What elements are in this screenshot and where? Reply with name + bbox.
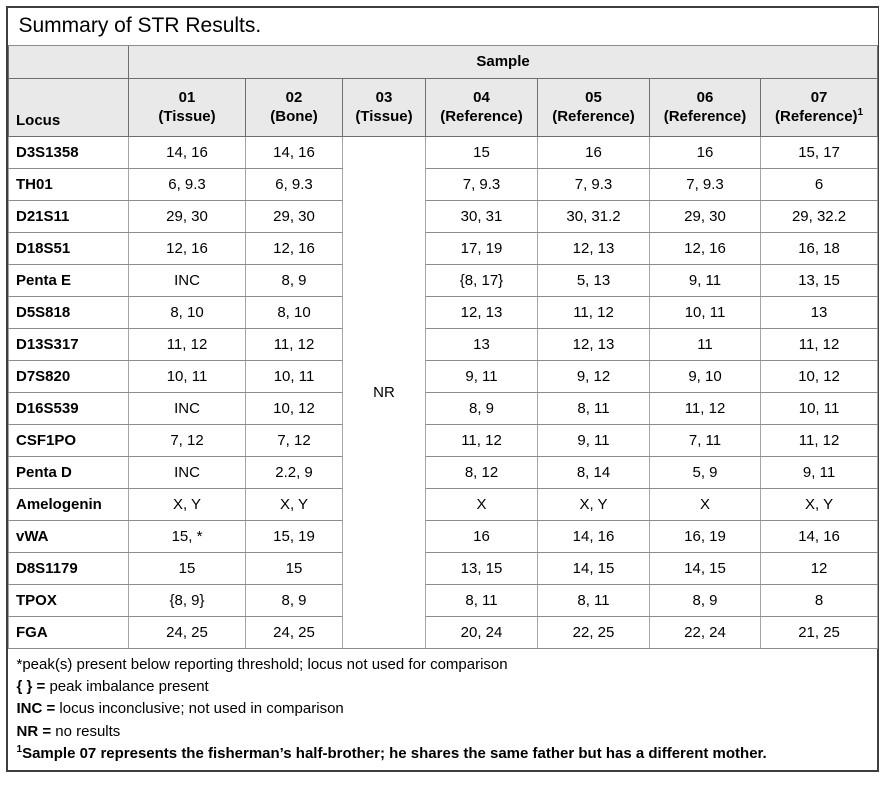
value-cell: 16 [426, 520, 538, 552]
value-cell: 7, 9.3 [538, 168, 650, 200]
locus-column-header: Locus [9, 78, 129, 136]
locus-cell: CSF1PO [9, 424, 129, 456]
locus-cell: D13S317 [9, 328, 129, 360]
value-cell: 5, 13 [538, 264, 650, 296]
value-cell: 5, 9 [650, 456, 761, 488]
locus-cell: D3S1358 [9, 136, 129, 168]
value-cell: 29, 30 [650, 200, 761, 232]
value-cell: 10, 11 [246, 360, 343, 392]
value-cell: 6 [761, 168, 878, 200]
table-row [9, 584, 878, 616]
value-cell: 8 [761, 584, 878, 616]
value-cell: 14, 16 [761, 520, 878, 552]
footnote-braces: { } = peak imbalance present [16, 677, 209, 695]
value-cell: 14, 15 [538, 552, 650, 584]
column-header-row [9, 78, 878, 136]
value-cell: 15, 17 [761, 136, 878, 168]
value-cell: 10, 12 [761, 360, 878, 392]
locus-cell: D21S11 [9, 200, 129, 232]
sample-type: (Reference) [552, 108, 635, 125]
value-cell: 10, 11 [129, 360, 246, 392]
value-cell: 24, 25 [246, 616, 343, 648]
footnotes-cell [9, 648, 878, 770]
sample-type: (Reference)$^1$ [775, 107, 864, 125]
value-cell: 11, 12 [129, 328, 246, 360]
table-title: Summary of STR Results. [9, 8, 878, 45]
value-cell: 8, 14 [538, 456, 650, 488]
table-body [9, 136, 878, 648]
locus-cell: Penta D [9, 456, 129, 488]
value-cell: 11, 12 [426, 424, 538, 456]
value-cell: 12, 13 [426, 296, 538, 328]
column-header-06 [650, 78, 761, 136]
value-cell: 24, 25 [129, 616, 246, 648]
table-row [9, 552, 878, 584]
value-cell: X [650, 488, 761, 520]
value-cell: 11, 12 [761, 424, 878, 456]
value-cell: 14, 16 [129, 136, 246, 168]
sample-group-header: Sample [129, 45, 878, 78]
value-cell: 15 [246, 552, 343, 584]
value-cell: X, Y [246, 488, 343, 520]
value-cell: 11, 12 [538, 296, 650, 328]
locus-cell: D7S820 [9, 360, 129, 392]
locus-blank-cell [9, 45, 129, 78]
value-cell: 30, 31.2 [538, 200, 650, 232]
value-cell: 2.2, 9 [246, 456, 343, 488]
sample-number: 06 [696, 88, 714, 106]
value-cell: 6, 9.3 [246, 168, 343, 200]
locus-cell: D18S51 [9, 232, 129, 264]
value-cell: 15 [426, 136, 538, 168]
column-header-01 [129, 78, 246, 136]
sample-number: 03 [375, 88, 393, 106]
value-cell: 11, 12 [650, 392, 761, 424]
value-cell: {8, 17} [426, 264, 538, 296]
value-cell: 9, 11 [761, 456, 878, 488]
table-row [9, 616, 878, 648]
sample-type: (Tissue) [355, 108, 413, 125]
value-cell: 8, 11 [426, 584, 538, 616]
value-cell: 8, 11 [538, 584, 650, 616]
value-cell: 29, 30 [246, 200, 343, 232]
sample-type: (Tissue) [158, 108, 216, 125]
value-cell: 22, 25 [538, 616, 650, 648]
locus-cell: TPOX [9, 584, 129, 616]
table-row [9, 392, 878, 424]
value-cell: 9, 11 [538, 424, 650, 456]
footnote-marker: 1 [857, 107, 864, 118]
value-cell: 6, 9.3 [129, 168, 246, 200]
table-row [9, 328, 878, 360]
table-row [9, 456, 878, 488]
value-cell: 10, 11 [650, 296, 761, 328]
value-cell: 8, 10 [129, 296, 246, 328]
sample-number: 01 [178, 88, 196, 106]
value-cell: X, Y [129, 488, 246, 520]
value-cell: 17, 19 [426, 232, 538, 264]
column-header-02 [246, 78, 343, 136]
table-row [9, 168, 878, 200]
value-cell: 9, 11 [426, 360, 538, 392]
value-cell: 8, 11 [538, 392, 650, 424]
footnote-sample07: $^1$Sample 07 represents the fisherman’s half-brother; he shares the same father but has a different mother. [16, 744, 767, 763]
results-table [8, 8, 878, 770]
footnote-inc: INC = locus inconclusive; not used in comparison [16, 700, 344, 718]
locus-cell: D16S539 [9, 392, 129, 424]
value-cell: 12, 13 [538, 232, 650, 264]
table-row [9, 200, 878, 232]
value-cell: X, Y [761, 488, 878, 520]
value-cell: 11 [650, 328, 761, 360]
value-cell: 10, 12 [246, 392, 343, 424]
sample-group-row [9, 45, 878, 78]
value-cell: 12, 16 [129, 232, 246, 264]
value-cell: 8, 10 [246, 296, 343, 328]
value-cell: 15, * [129, 520, 246, 552]
value-cell: 14, 16 [246, 136, 343, 168]
footnote-asterisk: *peak(s) present below reporting threshold; locus not used for comparison [16, 655, 508, 673]
locus-cell: Penta E [9, 264, 129, 296]
value-cell: 7, 12 [129, 424, 246, 456]
value-cell: 8, 12 [426, 456, 538, 488]
value-cell: 12, 16 [246, 232, 343, 264]
value-cell: 13, 15 [426, 552, 538, 584]
sample-number: 05 [585, 88, 602, 106]
footer-row [9, 648, 878, 770]
value-cell: 8, 9 [246, 264, 343, 296]
table-row [9, 488, 878, 520]
table-row [9, 360, 878, 392]
value-cell: 13, 15 [761, 264, 878, 296]
table-row [9, 296, 878, 328]
value-cell: 21, 25 [761, 616, 878, 648]
value-cell: 29, 30 [129, 200, 246, 232]
value-cell: 9, 11 [650, 264, 761, 296]
value-cell: 29, 32.2 [761, 200, 878, 232]
column-header-07 [761, 78, 878, 136]
value-cell: 7, 11 [650, 424, 761, 456]
locus-cell: D5S818 [9, 296, 129, 328]
table-row [9, 232, 878, 264]
value-cell: INC [129, 456, 246, 488]
value-cell: 22, 24 [650, 616, 761, 648]
title-row [9, 8, 878, 45]
value-cell: 12, 16 [650, 232, 761, 264]
value-cell: 8, 9 [246, 584, 343, 616]
value-cell: 7, 9.3 [426, 168, 538, 200]
table-row [9, 424, 878, 456]
value-cell: 16 [650, 136, 761, 168]
column-header-03 [343, 78, 426, 136]
value-cell: X, Y [538, 488, 650, 520]
value-cell: INC [129, 264, 246, 296]
table-row [9, 264, 878, 296]
table-row [9, 520, 878, 552]
sample-number: 04 [473, 88, 490, 106]
value-cell: 16, 19 [650, 520, 761, 552]
value-cell: 7, 9.3 [650, 168, 761, 200]
value-cell: INC [129, 392, 246, 424]
value-cell: 11, 12 [246, 328, 343, 360]
column-header-04 [426, 78, 538, 136]
value-cell: 16, 18 [761, 232, 878, 264]
sample-number: 07 [810, 88, 828, 106]
locus-cell: Amelogenin [9, 488, 129, 520]
table-row [9, 136, 878, 168]
value-cell: 8, 9 [426, 392, 538, 424]
sample-number: 02 [285, 88, 303, 106]
value-cell: 10, 11 [761, 392, 878, 424]
footnote-nr: NR = no results [16, 722, 121, 740]
value-cell: 13 [426, 328, 538, 360]
value-cell: 11, 12 [761, 328, 878, 360]
value-cell: 15 [129, 552, 246, 584]
column-header-05 [538, 78, 650, 136]
value-cell: X [426, 488, 538, 520]
str-results-table [6, 6, 879, 772]
value-cell: {8, 9} [129, 584, 246, 616]
value-cell: 7, 12 [246, 424, 343, 456]
value-cell: 13 [761, 296, 878, 328]
value-cell: 14, 15 [650, 552, 761, 584]
no-results-merged-cell: NR [343, 136, 426, 648]
value-cell: 30, 31 [426, 200, 538, 232]
value-cell: 20, 24 [426, 616, 538, 648]
value-cell: 12, 13 [538, 328, 650, 360]
footnote-marker: 1 [16, 744, 23, 756]
value-cell: 9, 12 [538, 360, 650, 392]
value-cell: 9, 10 [650, 360, 761, 392]
value-cell: 8, 9 [650, 584, 761, 616]
value-cell: 12 [761, 552, 878, 584]
value-cell: 14, 16 [538, 520, 650, 552]
sample-type: (Bone) [270, 108, 318, 125]
sample-type: (Reference) [440, 108, 523, 125]
value-cell: 16 [538, 136, 650, 168]
locus-cell: vWA [9, 520, 129, 552]
sample-type: (Reference) [663, 108, 747, 125]
value-cell: 15, 19 [246, 520, 343, 552]
locus-cell: D8S1179 [9, 552, 129, 584]
locus-cell: TH01 [9, 168, 129, 200]
locus-cell: FGA [9, 616, 129, 648]
